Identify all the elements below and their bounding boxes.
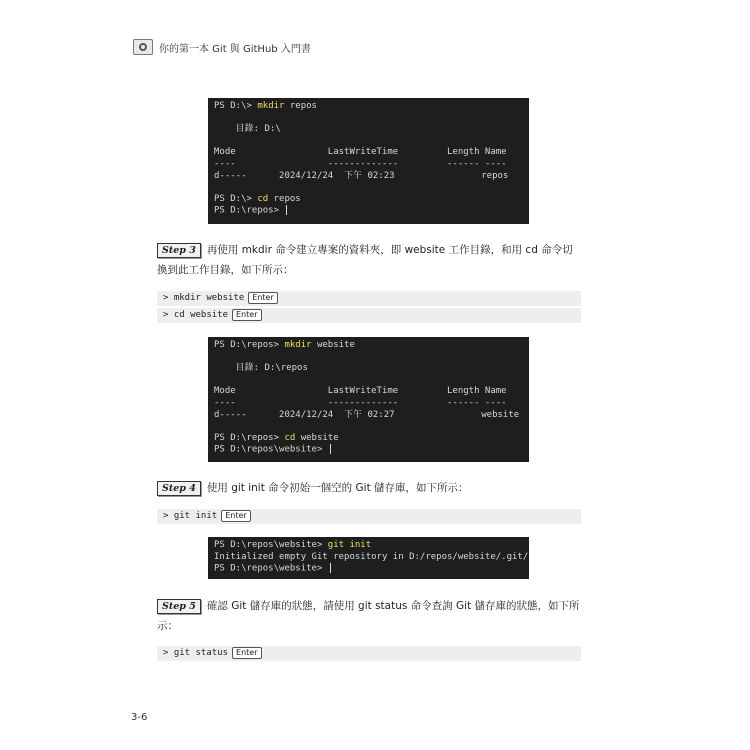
terminal-line: [214, 444, 523, 456]
terminal-window-mkdir-website: [208, 337, 529, 462]
terminal-line: [214, 171, 523, 183]
command-text: > mkdir website: [163, 293, 245, 303]
command-text: > git init: [163, 511, 218, 521]
terminal-line: [214, 375, 523, 387]
command-line: [157, 308, 581, 323]
terminal-prompt: PS D:\repos>: [214, 340, 285, 350]
terminal-line: [214, 101, 523, 113]
enter-key: Enter: [221, 510, 250, 522]
enter-key: Enter: [232, 647, 261, 659]
terminal-prompt: PS D:\repos>: [214, 205, 285, 216]
terminal-args: repos: [284, 101, 317, 111]
text-cursor: [286, 205, 287, 215]
command-line: [157, 646, 581, 661]
terminal-line: [214, 159, 523, 171]
terminal-command: mkdir: [284, 340, 312, 350]
terminal-line: [214, 540, 523, 552]
step-badge: Step 4: [157, 481, 201, 496]
terminal-line: [214, 340, 523, 352]
terminal-line: [214, 182, 523, 194]
terminal-prompt: PS D:\>: [214, 101, 258, 111]
terminal-line: [214, 563, 523, 575]
terminal-args: website: [295, 432, 339, 443]
step-text: 確認 Git 儲存庫的狀態，請使用 git status 命令查詢 Git 儲存庫的狀態，如下所示：: [157, 600, 580, 632]
terminal-line: [214, 147, 523, 159]
terminal-output: 目錄: D:\: [214, 124, 281, 135]
terminal-prompt: PS D:\>: [214, 193, 258, 204]
step-badge: Step 5: [157, 599, 201, 614]
terminal-line: [214, 551, 529, 564]
terminal-command: mkdir: [257, 101, 285, 111]
step-text: 再使用 mkdir 命令建立專案的資料夾，即 website 工作目錄，和用 cd 命令切換到此工作目錄，如下所示：: [157, 244, 573, 276]
page-number: 3-6: [131, 712, 148, 723]
terminal-prompt: PS D:\repos\website>: [214, 563, 328, 574]
terminal-output: Mode LastWriteTime Length Name: [214, 147, 507, 158]
enter-key: Enter: [232, 309, 261, 321]
terminal-command: cd: [284, 432, 296, 443]
terminal-output: Initialized empty Git repository in D:/repos/website/.git/: [214, 551, 529, 562]
text-cursor: [330, 563, 331, 573]
terminal-command: git init: [327, 540, 372, 550]
terminal-line: [214, 136, 523, 148]
book-logo-icon: [133, 39, 153, 55]
terminal-output: d----- 2024/12/24 下午 02:23 repos: [214, 170, 509, 181]
terminal-args: repos: [268, 193, 301, 204]
running-header: [133, 38, 311, 56]
step-text: 使用 git init 命令初始一個空的 Git 儲存庫，如下所示：: [206, 482, 469, 494]
enter-key: Enter: [248, 292, 277, 304]
terminal-line: [214, 205, 523, 217]
terminal-command: cd: [257, 193, 269, 204]
terminal-window-mkdir-repos: [208, 98, 529, 224]
terminal-output: ---- ------------- ------ ----: [214, 397, 507, 408]
terminal-line: [214, 194, 523, 206]
terminal-line: [214, 113, 523, 125]
terminal-line: [214, 433, 523, 445]
command-text: > git status: [163, 648, 229, 658]
terminal-output: 目錄: D:\repos: [214, 363, 308, 374]
step-4-paragraph: [157, 478, 583, 498]
terminal-line: [214, 352, 523, 364]
terminal-line: [214, 124, 523, 136]
terminal-args: website: [311, 340, 355, 350]
step-5-paragraph: [157, 596, 583, 636]
terminal-line: [214, 421, 523, 433]
step-3-paragraph: [157, 240, 583, 280]
terminal-window-git-init: [208, 537, 529, 579]
terminal-line: [214, 363, 523, 375]
command-line: [157, 291, 581, 306]
step-badge: Step 3: [157, 243, 201, 258]
terminal-prompt: PS D:\repos\website>: [214, 444, 328, 455]
terminal-prompt: PS D:\repos>: [214, 432, 285, 443]
terminal-output: Mode LastWriteTime Length Name: [214, 386, 507, 397]
terminal-line: [214, 386, 523, 398]
command-line: [157, 509, 581, 524]
terminal-line: [214, 398, 523, 410]
terminal-output: d----- 2024/12/24 下午 02:27 website: [214, 409, 520, 420]
terminal-prompt: PS D:\repos\website>: [214, 540, 328, 550]
command-text: > cd website: [163, 310, 229, 320]
book-title: 你的第一本 Git 與 GitHub 入門書: [159, 43, 311, 55]
text-cursor: [330, 444, 331, 454]
terminal-output: ---- ------------- ------ ----: [214, 158, 507, 169]
terminal-line: [214, 410, 523, 422]
